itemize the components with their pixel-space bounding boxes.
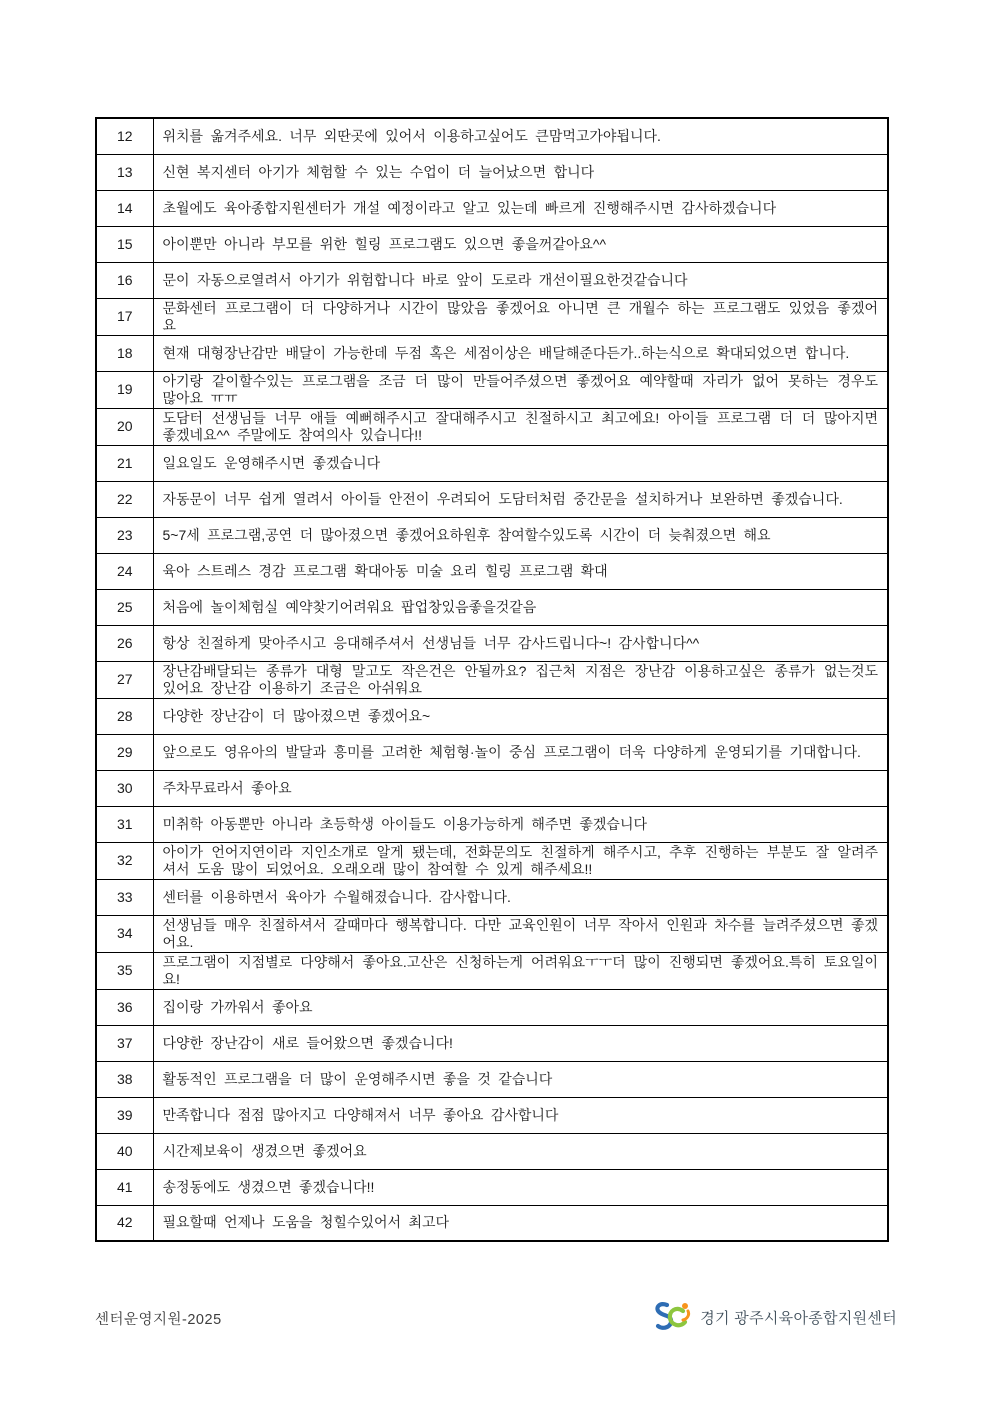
row-text: 시간제보육이 생겼으면 좋겠어요	[153, 1133, 888, 1169]
table-row	[96, 1133, 888, 1169]
row-number: 33	[96, 879, 153, 915]
table-row	[96, 371, 888, 408]
row-number: 25	[96, 589, 153, 625]
table-row	[96, 770, 888, 806]
row-number: 14	[96, 190, 153, 226]
document-label: 센터운영지원-2025	[95, 1312, 222, 1328]
table-row	[96, 262, 888, 298]
row-text: 미취학 아동뿐만 아니라 초등학생 아이들도 이용가능하게 해주면 좋겠습니다	[153, 806, 888, 842]
table-row	[96, 589, 888, 625]
table-row	[96, 952, 888, 989]
row-number: 22	[96, 481, 153, 517]
row-text: 현재 대형장난감만 배달이 가능한데 두점 혹은 세점이상은 배달해준다든가..하는식으로 확대되었으면 합니다.	[153, 335, 888, 371]
row-number: 39	[96, 1097, 153, 1133]
row-text: 문이 자동으로열려서 아기가 위험합니다 바로 앞이 도로라 개선이필요한것같습니다	[153, 262, 888, 298]
table-row	[96, 915, 888, 952]
row-number: 36	[96, 989, 153, 1025]
table-row	[96, 1205, 888, 1241]
row-text: 일요일도 운영해주시면 좋겠습니다	[153, 445, 888, 481]
row-number: 31	[96, 806, 153, 842]
feedback-table	[95, 117, 889, 1242]
row-number: 18	[96, 335, 153, 371]
row-number: 30	[96, 770, 153, 806]
row-text: 다양한 장난감이 더 많아졌으면 좋겠어요~	[153, 698, 888, 734]
row-text: 다양한 장난감이 새로 들어왔으면 좋겠습니다!	[153, 1025, 888, 1061]
row-text: 아이가 언어지연이라 지인소개로 알게 됐는데, 전화문의도 친절하게 해주시고, 추후 진행하는 부분도 잘 알려주셔서 도움 많이 되었어요. 오래오래 많이 참여할 수 있게 해주세요!!	[153, 842, 888, 879]
row-text: 육아 스트레스 경감 프로그램 확대아동 미술 요리 힐링 프로그램 확대	[153, 553, 888, 589]
row-text: 항상 친절하게 맞아주시고 응대해주셔서 선생님들 너무 감사드립니다~! 감사합니다^^	[153, 625, 888, 661]
row-number: 27	[96, 661, 153, 698]
row-text: 도담터 선생님들 너무 애들 예뻐해주시고 잘대해주시고 친절하시고 최고에요! 아이들 프로그램 더 더 많아지면 좋겠네요^^ 주말에도 참여의사 있습니다!!	[153, 408, 888, 445]
table-row	[96, 1061, 888, 1097]
table-row	[96, 408, 888, 445]
organization-logo-block	[653, 1300, 897, 1334]
sc-swirl-logo-icon	[653, 1300, 695, 1334]
table-row	[96, 879, 888, 915]
table-row	[96, 481, 888, 517]
row-number: 23	[96, 517, 153, 553]
row-number: 24	[96, 553, 153, 589]
row-text: 위치를 옮겨주세요. 너무 외딴곳에 있어서 이용하고싶어도 큰맘먹고가야됩니다.	[153, 118, 888, 154]
table-row	[96, 190, 888, 226]
table-row	[96, 806, 888, 842]
row-text: 송정동에도 생겼으면 좋겠습니다!!	[153, 1169, 888, 1205]
table-row	[96, 335, 888, 371]
table-row	[96, 1097, 888, 1133]
row-text: 5~7세 프로그램,공연 더 많아졌으면 좋겠어요하원후 참여할수있도록 시간이 더 늦춰졌으면 해요	[153, 517, 888, 553]
row-text: 아이뿐만 아니라 부모를 위한 힐링 프로그램도 있으면 좋을꺼같아요^^	[153, 226, 888, 262]
organization-name: 경기 광주시육아종합지원센터	[700, 1309, 897, 1327]
table-row	[96, 445, 888, 481]
row-text: 만족합니다 점점 많아지고 다양해져서 너무 좋아요 감사합니다	[153, 1097, 888, 1133]
row-number: 35	[96, 952, 153, 989]
row-number: 16	[96, 262, 153, 298]
table-row	[96, 989, 888, 1025]
feedback-table-body	[96, 118, 888, 1241]
row-number: 28	[96, 698, 153, 734]
row-number: 29	[96, 734, 153, 770]
row-text: 필요할때 언제나 도움을 청힐수있어서 최고다	[153, 1205, 888, 1241]
row-number: 34	[96, 915, 153, 952]
table-row	[96, 661, 888, 698]
row-number: 19	[96, 371, 153, 408]
table-row	[96, 1169, 888, 1205]
row-number: 40	[96, 1133, 153, 1169]
row-number: 20	[96, 408, 153, 445]
table-row	[96, 842, 888, 879]
table-row	[96, 625, 888, 661]
row-number: 13	[96, 154, 153, 190]
row-number: 17	[96, 298, 153, 335]
row-number: 41	[96, 1169, 153, 1205]
table-row	[96, 698, 888, 734]
row-text: 문화센터 프로그램이 더 다양하거나 시간이 많았음 좋겠어요 아니면 큰 개월수 하는 프로그램도 있었음 좋겠어요	[153, 298, 888, 335]
row-text: 처음에 놀이체험실 예약찾기어려워요 팝업창있음좋을것같음	[153, 589, 888, 625]
row-number: 37	[96, 1025, 153, 1061]
row-number: 21	[96, 445, 153, 481]
row-number: 32	[96, 842, 153, 879]
table-row	[96, 118, 888, 154]
row-text: 센터를 이용하면서 육아가 수월해졌습니다. 감사합니다.	[153, 879, 888, 915]
table-row	[96, 734, 888, 770]
row-number: 26	[96, 625, 153, 661]
row-text: 프로그램이 지점별로 다양해서 좋아요.고산은 신청하는게 어려워요ㅜㅜ더 많이 진행되면 좋겠어요.특히 토요일이요!	[153, 952, 888, 989]
row-text: 주차무료라서 좋아요	[153, 770, 888, 806]
table-row	[96, 226, 888, 262]
table-row	[96, 517, 888, 553]
row-text: 활동적인 프로그램을 더 많이 운영해주시면 좋을 것 같습니다	[153, 1061, 888, 1097]
row-number: 12	[96, 118, 153, 154]
row-text: 장난감배달되는 종류가 대형 말고도 작은건은 안될까요? 집근처 지점은 장난감 이용하고싶은 종류가 없는것도 있어요 장난감 이용하기 조금은 아쉬워요	[153, 661, 888, 698]
row-number: 42	[96, 1205, 153, 1241]
page-footer	[95, 1300, 897, 1340]
table-row	[96, 154, 888, 190]
table-row	[96, 298, 888, 335]
row-text: 선생님들 매우 친절하셔서 갈때마다 행복합니다. 다만 교육인원이 너무 작아서 인원과 차수를 늘려주셨으면 좋겠어요.	[153, 915, 888, 952]
table-row	[96, 1025, 888, 1061]
row-text: 앞으로도 영유아의 발달과 흥미를 고려한 체험형·놀이 중심 프로그램이 더욱 다양하게 운영되기를 기대합니다.	[153, 734, 888, 770]
row-text: 집이랑 가까워서 좋아요	[153, 989, 888, 1025]
row-number: 15	[96, 226, 153, 262]
row-number: 38	[96, 1061, 153, 1097]
row-text: 자동문이 너무 쉽게 열려서 아이들 안전이 우려되어 도담터처럼 중간문을 설치하거나 보완하면 좋겠습니다.	[153, 481, 888, 517]
row-text: 신현 복지센터 아기가 체험할 수 있는 수업이 더 늘어났으면 합니다	[153, 154, 888, 190]
row-text: 아기랑 같이할수있는 프로그램을 조금 더 많이 만들어주셨으면 좋겠어요 예약할때 자리가 없어 못하는 경우도 많아요 ㅠㅠ	[153, 371, 888, 408]
row-text: 초월에도 육아종합지원센터가 개설 예정이라고 알고 있는데 빠르게 진행해주시면 감사하겠습니다	[153, 190, 888, 226]
table-row	[96, 553, 888, 589]
